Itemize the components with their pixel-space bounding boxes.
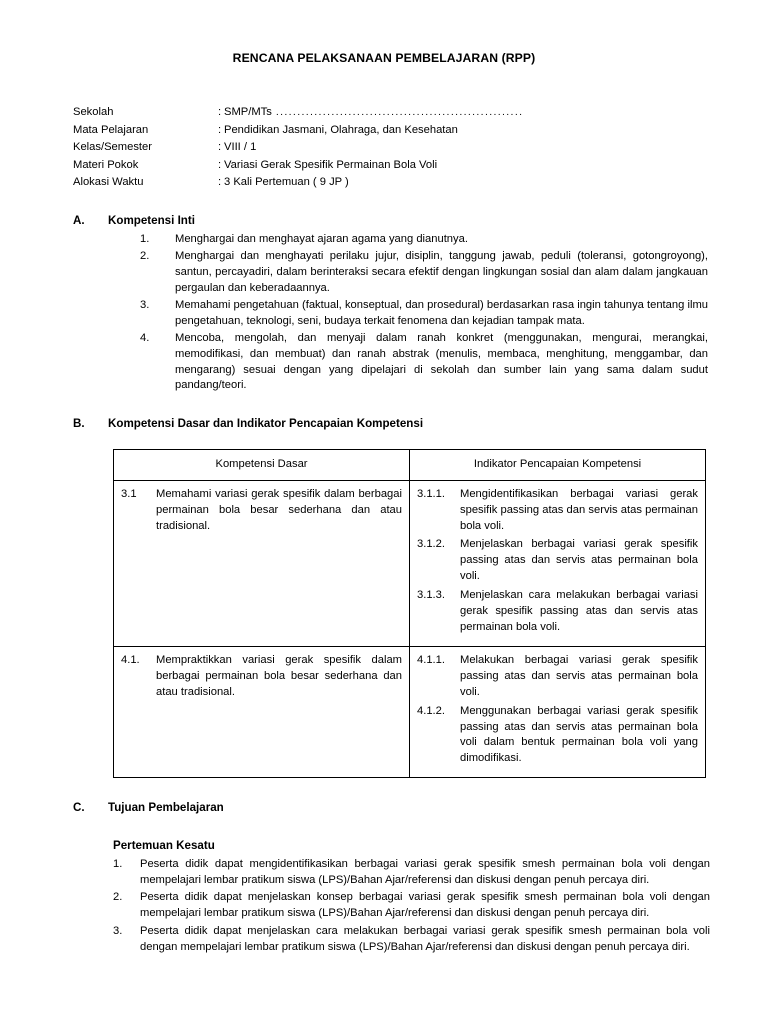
- list-item-number: 2.: [140, 250, 150, 263]
- section-a-letter: A.: [73, 213, 85, 227]
- list-item-number: 2.: [113, 891, 123, 904]
- list-item: [73, 298, 768, 330]
- tujuan-pembelajaran-list: [73, 857, 768, 955]
- kd-entry: [121, 487, 402, 535]
- identity-row-kelas-semester: [73, 140, 768, 156]
- table-header-row: [114, 449, 706, 480]
- section-c-heading: [73, 800, 768, 816]
- identity-separator: :: [218, 141, 222, 154]
- identity-row-mata-pelajaran: [73, 123, 768, 139]
- identity-label-materi-pokok: Materi Pokok: [73, 158, 139, 171]
- section-b-title: Kompetensi Dasar dan Indikator Pencapaian Kompetensi: [108, 417, 424, 431]
- list-item-number: 1.: [140, 233, 150, 246]
- identity-separator: :: [218, 175, 222, 188]
- kd-code: 3.1: [121, 487, 137, 500]
- indicator-entry: [417, 487, 698, 535]
- indicator-code: 4.1.2.: [417, 704, 445, 717]
- list-item: [73, 249, 768, 297]
- list-item-text: Peserta didik dapat mengidentifikasikan berbagai variasi gerak spesifik smesh permainan bola voli dengan mempelajari lembar pratikum siswa (LPS)/Bahan Ajar/referensi dan diskusi dengan penuh percaya diri.: [140, 858, 710, 887]
- list-item-text: Menghargai dan menghayat ajaran agama yang dianutnya.: [175, 233, 468, 246]
- indicator-code: 3.1.3.: [417, 589, 445, 602]
- indicator-entry: [417, 653, 698, 701]
- table-body: [114, 480, 706, 778]
- table-row: [114, 646, 706, 777]
- cell-kompetensi-dasar-3-1: [114, 480, 410, 646]
- kd-text: Memahami variasi gerak spesifik dalam berbagai permainan bola besar sederhana dan atau tradisional.: [156, 487, 402, 532]
- list-item-text: Menghargai dan menghayati perilaku jujur, disiplin, tanggung jawab, peduli (toleransi, gotongroyong), santun, percayadiri, dalam berinteraksi secara efektif dengan lingkungan sosial dan alam dalam jangkauan pergaulan dan keberadaannya.: [175, 250, 708, 295]
- identity-label-kelas-semester: Kelas/Semester: [73, 141, 152, 154]
- section-a-heading: [73, 213, 768, 229]
- identity-label-alokasi-waktu: Alokasi Waktu: [73, 175, 144, 188]
- identity-row-alokasi-waktu: [73, 175, 768, 191]
- list-item: [73, 857, 768, 889]
- list-item-number: 4.: [140, 331, 150, 344]
- list-item-text: Peserta didik dapat menjelaskan cara melakukan berbagai variasi gerak spesifik smesh permainan bola voli dengan mempelajari lembar pratikum siswa (LPS)/Bahan Ajar/referensi dan diskusi dengan penuh percaya diri.: [140, 924, 710, 953]
- identity-value-sekolah-text: SMP/MTs: [224, 106, 272, 119]
- section-b-heading: [73, 416, 768, 432]
- document-identity-block: [0, 105, 768, 191]
- list-item-text: Peserta didik dapat menjelaskan konsep berbagai variasi gerak spesifik smesh permainan bola voli dengan mempelajari lembar pratikum siswa (LPS)/Bahan Ajar/referensi dan diskusi dengan penuh percaya diri.: [140, 891, 710, 920]
- list-item-number: 3.: [140, 298, 150, 311]
- indicator-text: Melakukan berbagai variasi gerak spesifik passing atas dan servis atas permainan bola voli.: [460, 653, 698, 698]
- indicator-entry: [417, 588, 698, 636]
- list-item-number: 1.: [113, 858, 123, 871]
- indicator-entry: [417, 704, 698, 768]
- indicator-text: Menjelaskan berbagai variasi gerak spesifik passing atas dan servis atas permainan bola voli.: [460, 538, 698, 583]
- identity-separator: :: [218, 158, 222, 171]
- indicator-code: 4.1.1.: [417, 653, 445, 666]
- kompetensi-table: [113, 449, 706, 778]
- indicator-entry: [417, 537, 698, 585]
- list-item: [73, 890, 768, 922]
- section-tujuan-pembelajaran: [0, 800, 768, 955]
- cell-kompetensi-dasar-4-1: [114, 646, 410, 777]
- identity-label-sekolah: Sekolah: [73, 106, 114, 119]
- column-header-indikator: Indikator Pencapaian Kompetensi: [410, 449, 706, 480]
- cell-spacer: [121, 704, 402, 756]
- indicator-text: Mengidentifikasikan berbagai variasi gerak spesifik passing atas dan servis atas permainan bola voli.: [460, 487, 698, 532]
- kompetensi-table-wrapper: [73, 449, 768, 778]
- section-kompetensi-dasar: [0, 416, 768, 778]
- indicator-text: Menjelaskan cara melakukan berbagai variasi gerak spesifik passing atas dan servis atas permainan bola voli.: [460, 589, 698, 633]
- pertemuan-subheading: Pertemuan Kesatu: [113, 838, 215, 852]
- indicator-text: Menggunakan berbagai variasi gerak spesifik passing atas dan servis atas permainan bola voli dalam bentuk permainan bola voli yang dimodifikasi.: [460, 704, 698, 765]
- identity-label-mata-pelajaran: Mata Pelajaran: [73, 123, 149, 136]
- kompetensi-inti-list: [73, 232, 768, 394]
- page-title: RENCANA PELAKSANAAN PEMBELAJARAN (RPP): [232, 51, 536, 65]
- table-head: [114, 449, 706, 480]
- identity-row-materi-pokok: [73, 158, 768, 174]
- kd-code: 4.1.: [121, 653, 140, 666]
- identity-value-materi-pokok: Variasi Gerak Spesifik Permainan Bola Voli: [224, 158, 438, 171]
- list-item-number: 3.: [113, 924, 123, 937]
- indicator-code: 3.1.1.: [417, 487, 445, 500]
- indicator-code: 3.1.2.: [417, 538, 445, 551]
- identity-separator: :: [218, 123, 222, 136]
- cell-indikator-3-1: [410, 480, 706, 646]
- identity-value-alokasi-waktu: 3 Kali Pertemuan ( 9 JP ): [224, 175, 349, 188]
- kd-entry: [121, 653, 402, 701]
- list-item: [73, 924, 768, 956]
- list-item: [73, 331, 768, 395]
- list-item-text: Memahami pengetahuan (faktual, konseptual, dan prosedural) berdasarkan rasa ingin tahunya tentang ilmu pengetahuan, teknologi, seni, budaya terkait fenomena dan kejadian tampak mata.: [175, 298, 708, 327]
- section-c-title: Tujuan Pembelajaran: [108, 801, 224, 815]
- section-a-title: Kompetensi Inti: [108, 213, 195, 227]
- section-b-letter: B.: [73, 417, 85, 431]
- identity-row-sekolah: [73, 105, 768, 121]
- dotted-leader: ..........................................................: [275, 106, 524, 119]
- table-row: [114, 480, 706, 646]
- list-item-text: Mencoba, mengolah, dan menyaji dalam ranah konkret (menggunakan, mengurai, merangkai, memodifikasi, dan membuat) dan ranah abstrak (menulis, membaca, menghitung, menggambar, dan mengarang) sesuai dengan yang dipelajari di sekolah dan sumber lain yang sama dalam sudut pandang/teori.: [175, 331, 708, 392]
- column-header-kompetensi-dasar: Kompetensi Dasar: [114, 449, 410, 480]
- identity-value-kelas-semester: VIII / 1: [224, 141, 257, 154]
- identity-value-sekolah: [224, 105, 768, 121]
- section-kompetensi-inti: [0, 213, 768, 395]
- section-c-letter: C.: [73, 801, 85, 815]
- identity-separator: :: [218, 106, 222, 119]
- cell-indikator-4-1: [410, 646, 706, 777]
- list-item: [73, 232, 768, 248]
- identity-value-mata-pelajaran: Pendidikan Jasmani, Olahraga, dan Kesehatan: [224, 123, 458, 136]
- kd-text: Mempraktikkan variasi gerak spesifik dalam berbagai permainan bola besar sederhana dan atau tradisional.: [156, 653, 402, 698]
